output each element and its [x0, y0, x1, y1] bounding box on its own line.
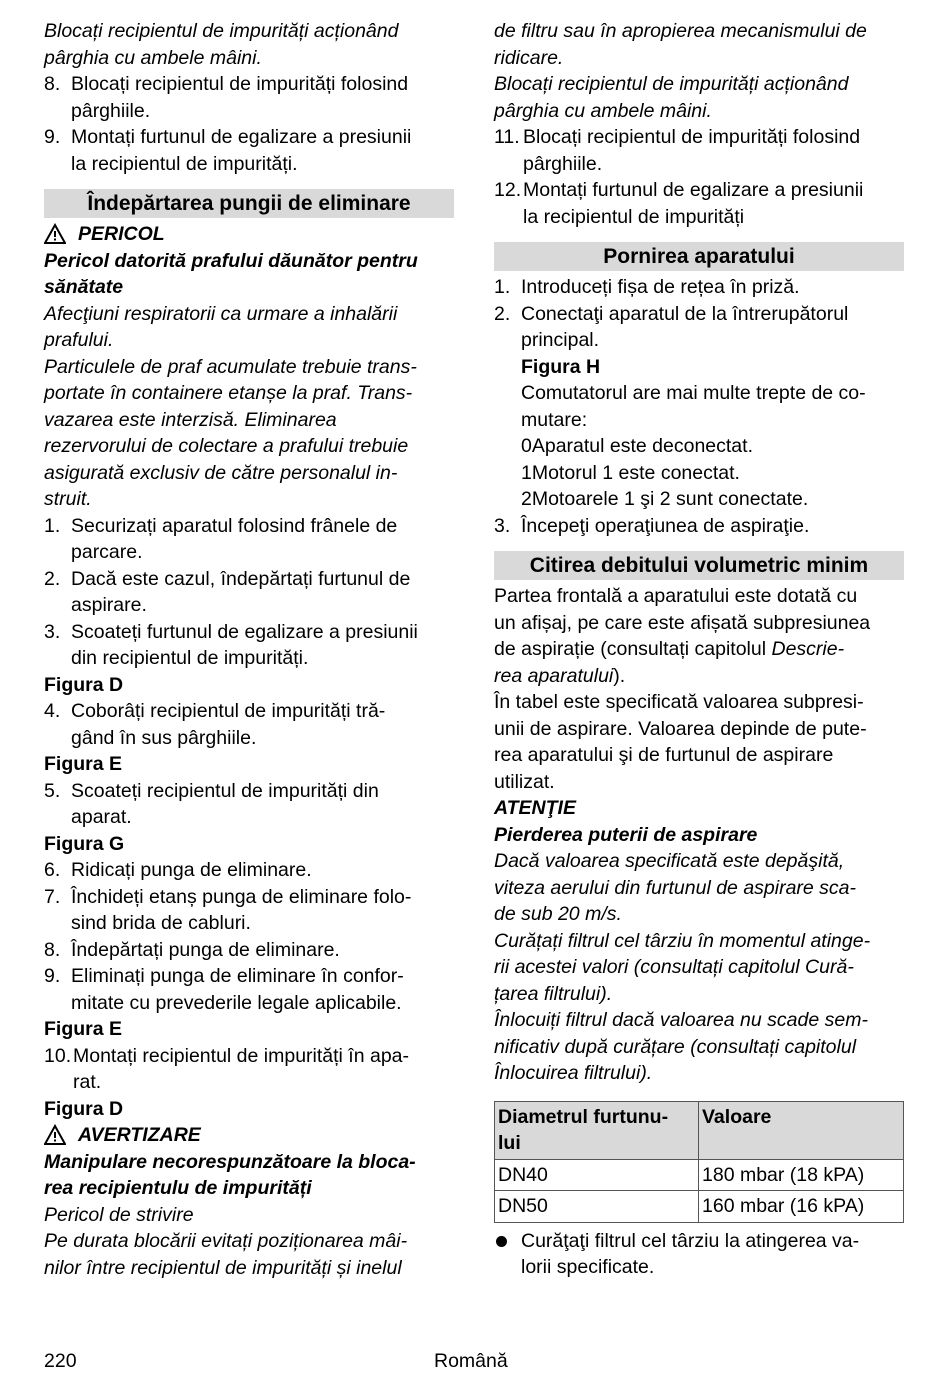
attention-text-line: Curățați filtrul cel târziu în momentul atinge-	[494, 929, 871, 952]
paragraph-line	[494, 636, 904, 663]
step-text: Ridicați punga de eliminare.	[71, 859, 312, 881]
list-item	[44, 71, 454, 124]
section-heading: Pornirea aparatului	[494, 242, 904, 271]
step-number: 2.	[44, 567, 61, 590]
list-item	[44, 1043, 454, 1096]
step-number: 7.	[44, 885, 61, 908]
list-item	[44, 124, 454, 177]
danger-label-row	[44, 221, 454, 248]
right-column	[494, 18, 904, 1281]
step-text: Conectaţi aparatul de la întrerupătorul	[521, 302, 849, 325]
table-cell: DN40	[495, 1159, 699, 1191]
danger-text-line: vazarea este interzisă. Eliminarea	[44, 408, 337, 431]
switch-text: mutare:	[521, 408, 588, 431]
danger-text-line: struit.	[44, 488, 92, 510]
bullet-dot-icon	[494, 1228, 521, 1281]
attention-text-line: viteza aerului din furtunul de aspirare sca-	[494, 876, 857, 899]
table-header-cell: Valoare	[699, 1101, 904, 1159]
step-text: Începeţi operaţiunea de aspiraţie.	[521, 514, 810, 537]
paragraph-text: ).	[613, 664, 626, 687]
table-header-row	[495, 1101, 904, 1159]
table-cell: 160 mbar (16 kPA)	[699, 1191, 904, 1223]
paragraph-line: În tabel este specificată valoarea subpresi-	[494, 691, 864, 713]
warning-label-row	[44, 1122, 454, 1149]
danger-text-line: Afecţiuni respiratorii ca urmare a inhalării	[44, 302, 398, 325]
step-text: Montați recipientul de impurități în apa-	[73, 1044, 410, 1067]
danger-text-line: Particulele de praf acumulate trebuie trans-	[44, 355, 417, 378]
step-text: Securizați aparatul folosind frânele de	[71, 514, 398, 537]
step-text: la recipientul de impurități	[523, 205, 745, 228]
attention-label: ATENŢIE	[494, 797, 576, 819]
warning-triangle-icon	[44, 223, 66, 245]
list-item	[494, 177, 904, 230]
step-number: 5.	[44, 779, 61, 802]
step-text: rat.	[73, 1071, 102, 1093]
paragraph-line: un afișaj, pe care este afișată subpresiunea	[494, 611, 871, 634]
step-text: parcare.	[71, 541, 143, 563]
attention-heading: Pierderea puterii de aspirare	[494, 823, 758, 846]
step-text: Montați furtunul de egalizare a presiunii	[71, 126, 412, 148]
step-number: 4.	[44, 700, 61, 722]
step-number: 3.	[44, 620, 61, 643]
continued-text-line: ridicare.	[494, 46, 564, 69]
list-item	[494, 301, 904, 513]
list-item	[44, 857, 454, 884]
attention-text-line: țarea filtrului).	[494, 982, 613, 1005]
list-item	[44, 884, 454, 937]
bullet-text: lorii specificate.	[521, 1256, 655, 1278]
warning-text-line: Pe durata blocării evitați poziționarea mâi-	[44, 1230, 408, 1252]
chapter-reference: rea aparatului	[494, 664, 614, 687]
step-text: Scoateți furtunul de egalizare a presiunii	[71, 620, 418, 643]
step-number: 10.	[44, 1044, 72, 1067]
chapter-reference: Descrie-	[771, 638, 845, 660]
step-text: aspirare.	[71, 594, 147, 616]
step-number: 1.	[44, 514, 61, 537]
step-text: Introduceți fișa de rețea în priză.	[521, 276, 800, 298]
paragraph-line: utilizat.	[494, 770, 555, 793]
page-number: 220	[44, 1350, 77, 1372]
suction-values-table	[494, 1101, 904, 1223]
top-steps-list	[44, 71, 454, 177]
list-item	[44, 566, 454, 619]
attention-text-line: Înlocuirea filtrului).	[494, 1062, 653, 1084]
step-text: principal.	[521, 329, 600, 351]
step-text: Dacă este cazul, îndepărtați furtunul de	[71, 567, 411, 590]
table-row	[495, 1191, 904, 1223]
attention-text-line: de sub 20 m/s.	[494, 903, 622, 925]
attention-text-line: rii acestei valori (consultați capitolul Cură-	[494, 956, 854, 978]
step-text: pârghiile.	[71, 99, 151, 122]
step-text: la recipientul de impurități.	[71, 152, 298, 175]
step-text: Eliminați punga de eliminare în confor-	[71, 965, 404, 987]
bullet-item	[494, 1228, 904, 1281]
step-text: Blocați recipientul de impurități folosind	[523, 126, 861, 148]
table-cell: 180 mbar (18 kPA)	[699, 1159, 904, 1191]
bullet-text: Curăţaţi filtrul cel târziu la atingerea va-	[521, 1229, 860, 1252]
step-number: 8.	[44, 73, 61, 95]
step-number: 2.	[494, 302, 511, 325]
danger-heading-line: Pericol datorită prafului dăunător pentru	[44, 249, 418, 272]
step-text: pârghiile.	[523, 152, 603, 175]
paragraph-line: rea aparatului şi de furtunul de aspirare	[494, 744, 834, 766]
danger-text-line: portate în containere etanșe la praf. Trans-	[44, 382, 413, 404]
danger-heading-line: sănătate	[44, 276, 124, 298]
step-number: 9.	[44, 965, 61, 987]
continued-text-line: de filtru sau în apropierea mecanismului de	[494, 20, 867, 42]
step-text: din recipientul de impurități.	[71, 647, 309, 669]
switch-level: 2Motoarele 1 şi 2 sunt conectate.	[521, 488, 809, 510]
step-number: 8.	[44, 938, 61, 961]
header-text: lui	[498, 1132, 521, 1154]
figure-reference: Figura G	[44, 832, 125, 855]
step-number: 9.	[44, 126, 61, 148]
step-text: mitate cu prevederile legale aplicabile.	[71, 991, 402, 1014]
step-text: Montați furtunul de egalizare a presiunii	[523, 179, 864, 201]
figure-reference: Figura H	[521, 355, 601, 378]
list-item	[44, 963, 454, 1016]
section-heading: Citirea debitului volumetric minim	[494, 551, 904, 580]
figure-reference: Figura E	[44, 1018, 123, 1040]
table-header-cell	[495, 1101, 699, 1159]
list-item	[44, 619, 454, 672]
intro-text-line: pârghia cu ambele mâini.	[44, 46, 262, 69]
warning-label: AVERTIZARE	[78, 1124, 201, 1146]
table-cell: DN50	[495, 1191, 699, 1223]
step-number: 11.	[494, 126, 520, 148]
paragraph-line	[494, 663, 904, 690]
danger-text-line: rezervorului de colectare a prafului trebuie	[44, 435, 409, 457]
figure-reference: Figura E	[44, 753, 123, 775]
step-text: gând în sus pârghiile.	[71, 726, 257, 749]
step-number: 6.	[44, 859, 61, 881]
figure-reference: Figura D	[44, 1097, 124, 1120]
list-item	[44, 778, 454, 831]
danger-text-line: prafului.	[44, 329, 114, 351]
attention-text-line: Înlocuiți filtrul dacă valoarea nu scade sem-	[494, 1009, 868, 1031]
attention-text-line: nificativ după curățare (consultați capitolul	[494, 1035, 857, 1058]
step-text: Coborâți recipientul de impurități tră-	[71, 700, 386, 722]
header-text: Diametrul furtunu-	[498, 1105, 669, 1128]
attention-text-line: Dacă valoarea specificată este depăşită,	[494, 850, 845, 872]
step-text: Închideți etanș punga de eliminare folo-	[71, 885, 412, 908]
intro-text-line: Blocați recipientul de impurități acționând	[44, 20, 399, 42]
warning-text-line: Pericol de strivire	[44, 1203, 194, 1226]
list-item	[44, 937, 454, 964]
list-item	[494, 274, 904, 301]
step-number: 12.	[494, 179, 522, 201]
paragraph-line: unii de aspirare. Valoarea depinde de pute-	[494, 717, 867, 740]
danger-label: PERICOL	[78, 223, 165, 245]
switch-level: 1Motorul 1 este conectat.	[521, 461, 740, 484]
danger-text-line: asigurată exclusiv de către personalul in-	[44, 461, 398, 484]
step-number: 1.	[494, 276, 511, 298]
step-text: sind brida de cabluri.	[71, 912, 251, 934]
paragraph-line: Partea frontală a aparatului este dotată cu	[494, 585, 858, 607]
list-item	[494, 124, 904, 177]
switch-text: Comutatorul are mai multe trepte de co-	[521, 382, 866, 404]
list-item	[44, 698, 454, 751]
warning-heading-line: Manipulare necorespunzătoare la bloca-	[44, 1150, 416, 1173]
step-text: Îndepărtați punga de eliminare.	[71, 938, 340, 961]
switch-level: 0Aparatul este deconectat.	[521, 435, 753, 457]
step-number: 3.	[494, 514, 511, 537]
continued-text-line: Blocați recipientul de impurități acționând	[494, 73, 849, 95]
continued-text-line: pârghia cu ambele mâini.	[494, 99, 712, 122]
list-item	[494, 513, 904, 540]
warning-heading-line: rea recipientulu de impurități	[44, 1177, 312, 1199]
list-item	[44, 513, 454, 566]
warning-triangle-icon	[44, 1124, 66, 1146]
footer-language: Română	[434, 1350, 508, 1372]
left-column	[44, 18, 454, 1281]
warning-text-line: nilor între recipientul de impurități și inelul	[44, 1256, 402, 1279]
step-text: aparat.	[71, 806, 132, 828]
paragraph-text: de aspirație (consultați capitolul	[494, 638, 772, 660]
step-text: Scoateți recipientul de impurități din	[71, 779, 379, 802]
figure-reference: Figura D	[44, 673, 124, 696]
step-text: Blocați recipientul de impurități folosind	[71, 73, 409, 95]
table-row	[495, 1159, 904, 1191]
section-heading: Îndepărtarea pungii de eliminare	[44, 189, 454, 218]
